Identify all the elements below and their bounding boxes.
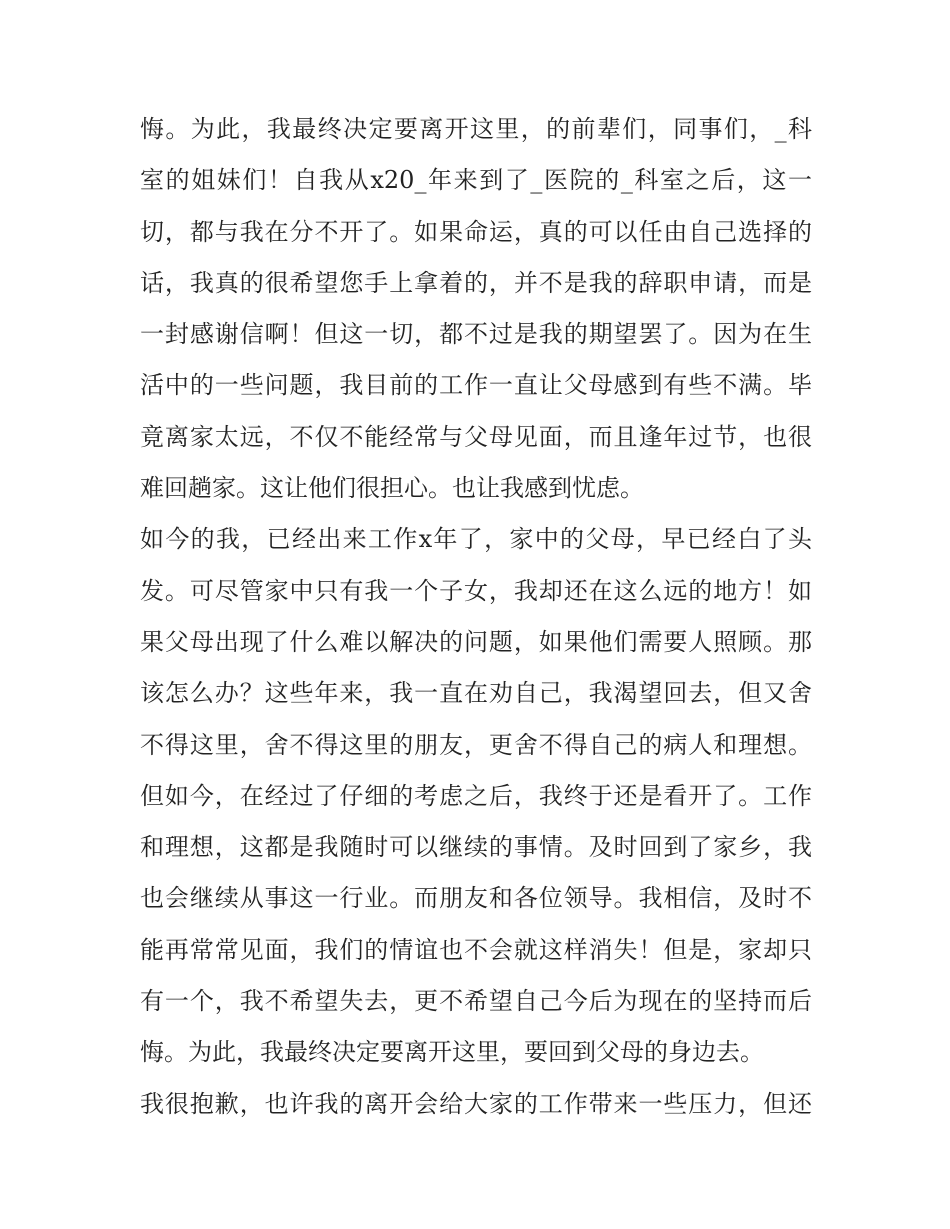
- text-line: 我很抱歉，也许我的离开会给大家的工作带来一些压力，但还: [140, 1089, 812, 1118]
- document-body: [140, 104, 812, 1130]
- text-line: 发。可尽管家中只有我一个子女，我却还在这么远的地方！如: [140, 576, 812, 605]
- text-line: 一封感谢信啊！但这一切，都不过是我的期望罢了。因为在生: [140, 320, 812, 349]
- text-line: 如今的我，已经出来工作x年了，家中的父母，早已经白了头: [140, 525, 812, 554]
- text-line: 话，我真的很希望您手上拿着的，并不是我的辞职申请，而是: [140, 268, 812, 297]
- text-line: 和理想，这都是我随时可以继续的事情。及时回到了家乡，我: [140, 833, 812, 862]
- text-line: 也会继续从事这一行业。而朋友和各位领导。我相信，及时不: [140, 884, 812, 913]
- text-line: 难回趟家。这让他们很担心。也让我感到忧虑。: [140, 474, 644, 503]
- text-line: 有一个，我不希望失去，更不希望自己今后为现在的坚持而后: [140, 987, 812, 1016]
- text-line: 但如今，在经过了仔细的考虑之后，我终于还是看开了。工作: [140, 781, 812, 810]
- text-line: 能再常常见面，我们的情谊也不会就这样消失！但是，家却只: [140, 935, 812, 964]
- text-line: 果父母出现了什么难以解决的问题，如果他们需要人照顾。那: [140, 627, 812, 656]
- text-line: 该怎么办？这些年来，我一直在劝自己，我渴望回去，但又舍: [140, 679, 812, 708]
- text-line: 不得这里，舍不得这里的朋友，更舍不得自己的病人和理想。: [140, 730, 812, 759]
- text-line: 活中的一些问题，我目前的工作一直让父母感到有些不满。毕: [140, 371, 812, 400]
- text-line: 切，都与我在分不开了。如果命运，真的可以任由自己选择的: [140, 217, 812, 246]
- text-line: 竟离家太远，不仅不能经常与父母见面，而且逢年过节，也很: [140, 422, 812, 451]
- text-line: 悔。为此，我最终决定要离开这里，的前辈们，同事们，_科: [140, 115, 812, 143]
- text-line: 悔。为此，我最终决定要离开这里，要回到父母的身边去。: [140, 1038, 764, 1067]
- text-line: 室的姐妹们！自我从x20_年来到了_医院的_科室之后，这一: [140, 166, 812, 195]
